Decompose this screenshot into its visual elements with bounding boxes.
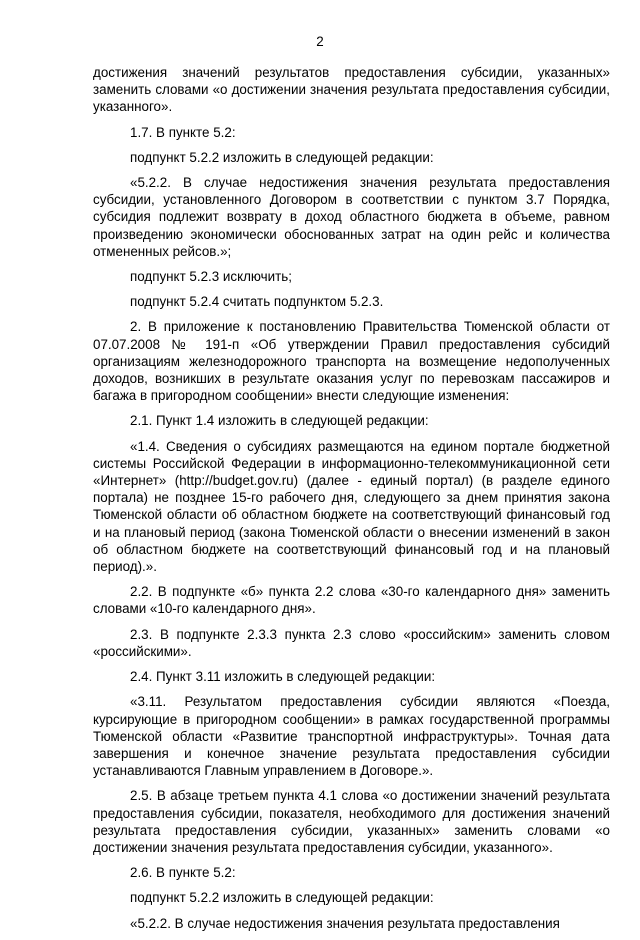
paragraph: 1.7. В пункте 5.2:: [130, 124, 236, 140]
paragraph: «3.11. Результатом предоставления субсидии являются «Поезда, курсирующие в пригородном сообщении» в рамках государственной программы Тюменской области «Развитие транспортной инфраструктуры». Точная дата завершения и конечное значение результата предоставления субсидии устанавливаются Главным управлением в Договоре.».: [93, 694, 610, 779]
paragraph: «5.2.2. В случае недостижения значения результата предоставления: [130, 915, 560, 931]
paragraph: 2.1. Пункт 1.4 изложить в следующей редакции:: [130, 413, 429, 429]
document-body: [93, 64, 610, 940]
paragraph: достижения значений результатов предоставления субсидии, указанных» заменить словами «о достижении значения результата предоставления субсидии, указанного».: [93, 65, 610, 115]
page-number: 2: [316, 34, 324, 49]
paragraph: «5.2.2. В случае недостижения значения результата предоставления субсидии, установленного Договором в соответствии с пунктом 3.7 Порядка, субсидия подлежит возврату в доход областного бюджета в объеме, равном произведению экономически обоснованных затрат на один рейс и количества отмененных рейсов.»;: [93, 175, 610, 259]
paragraph: подпункт 5.2.3 исключить;: [130, 269, 292, 285]
paragraph: «1.4. Сведения о субсидиях размещаются на едином портале бюджетной системы Российской Федерации в информационно-телекоммуникационной сети «Интернет» (http://budget.gov.ru) (далее - единый портал) (в разделе единого портала) не позднее 15-го рабочего дня, следующего за днем принятия закона Тюменской области об областном бюджете на соответствующий финансовый год и на плановый период (закона Тюменской области о внесении изменений в закон об областном бюджете на соответствующий финансовый год и на плановый период).».: [93, 438, 610, 575]
paragraph: подпункт 5.2.2 изложить в следующей редакции:: [130, 890, 434, 906]
paragraph: 2. В приложение к постановлению Правительства Тюменской области от 07.07.2008 № 191-п «Об утверждении Правил предоставления субсидий организациям железнодорожного транспорта на возмещение недополученных доходов, возникших в результате оказания услуг по перевозкам пассажиров и багажа в пригородном сообщении» внести следующие изменения:: [93, 319, 610, 404]
paragraph: 2.2. В подпункте «б» пункта 2.2 слова «30-го календарного дня» заменить словами «10-го календарного дня».: [93, 584, 610, 617]
paragraph: 2.4. Пункт 3.11 изложить в следующей редакции:: [130, 669, 436, 685]
paragraph: подпункт 5.2.2 изложить в следующей редакции:: [130, 149, 434, 165]
paragraph: подпункт 5.2.4 считать подпунктом 5.2.3.: [130, 294, 384, 310]
paragraph: 2.5. В абзаце третьем пункта 4.1 слова «о достижении значений результата предоставления субсидии, показателя, необходимого для достижения значений результата предоставления субсидии, указанных» заменить словами «о достижении значения результата предоставления субсидии, указанного».: [93, 788, 610, 855]
paragraph: 2.6. В пункте 5.2:: [130, 865, 236, 881]
paragraph: 2.3. В подпункте 2.3.3 пункта 2.3 слово «российским» заменить словом «российскими».: [93, 626, 610, 659]
